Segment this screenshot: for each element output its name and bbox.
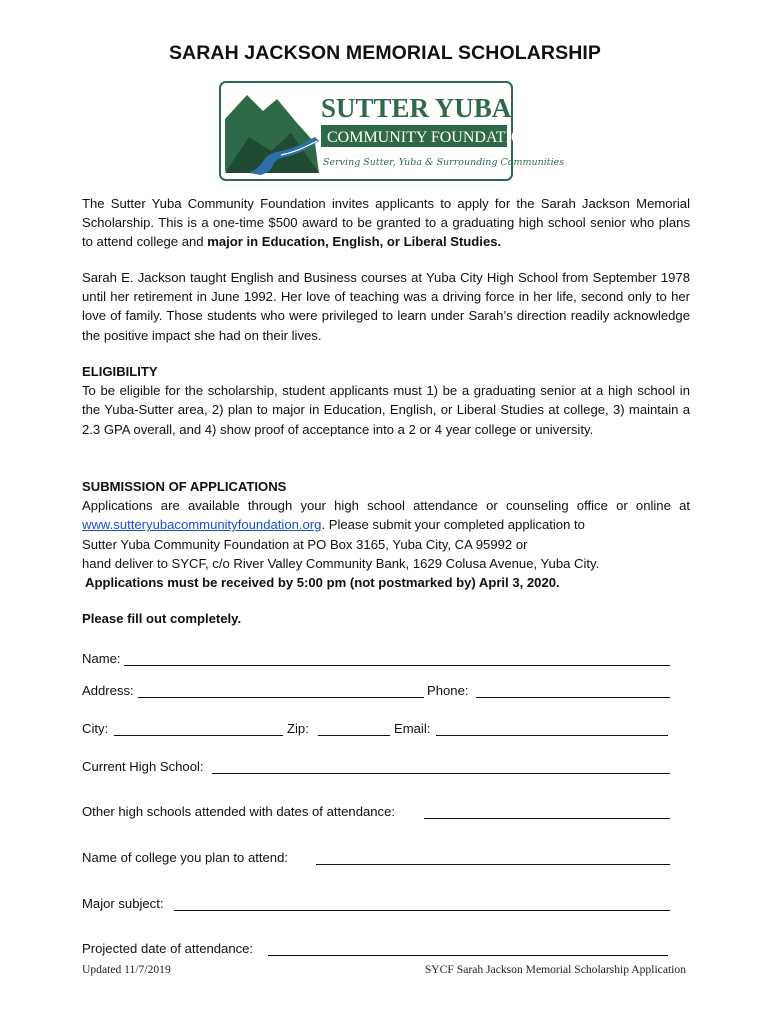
foundation-website-link[interactable]: www.sutteryubacommunityfoundation.org — [82, 517, 322, 533]
other-schools-field[interactable] — [424, 804, 670, 819]
footer-document-name: SYCF Sarah Jackson Memorial Scholarship Application — [424, 963, 686, 976]
college-row — [82, 850, 672, 870]
bio-paragraph: Sarah E. Jackson taught English and Business courses at Yuba City High School from September 1978 until her retirement in June 1992. Her love of teaching was a driving force in her life, second only to her love of family. Those students who were privileged to learn under Sarah’s direction readily acknowledge the positive impact she had on their lives. — [82, 270, 690, 343]
name-field[interactable] — [124, 651, 670, 666]
city-label: City: — [82, 721, 109, 736]
address-field[interactable] — [138, 683, 424, 698]
other-schools-label: Other high schools attended with dates of attendance: — [82, 804, 396, 819]
high-school-label: Current High School: — [82, 759, 204, 774]
submission-section — [82, 477, 690, 592]
zip-label: Zip: — [287, 721, 309, 736]
submission-text-2: . Please submit your completed application to — [321, 517, 585, 533]
email-label: Email: — [394, 721, 431, 736]
logo-tagline: Serving Sutter, Yuba & Surrounding Communities — [323, 157, 565, 168]
major-row — [82, 896, 672, 916]
instruction-text: Please fill out completely. — [82, 611, 242, 626]
mailing-address: Sutter Yuba Community Foundation at PO Box 3165, Yuba City, CA 95992 or — [82, 536, 528, 552]
foundation-logo — [219, 81, 565, 181]
delivery-address: hand deliver to SYCF, c/o River Valley Community Bank, 1629 Colusa Avenue, Yuba City. — [82, 555, 600, 571]
name-row — [82, 651, 672, 671]
eligibility-text: To be eligible for the scholarship, student applicants must 1) be a graduating senior at a high school in the Yuba-Sutter area, 2) plan to major in Education, English, or Liberal Studies at college, 3) maintain a 2.3 GPA overall, and 4) show proof of acceptance into a 2 or 4 year college or university. — [82, 383, 690, 437]
email-field[interactable] — [436, 721, 668, 736]
page-title: SARAH JACKSON MEMORIAL SCHOLARSHIP — [168, 42, 602, 64]
intro-bold-text: major in Education, English, or Liberal Studies. — [207, 234, 502, 250]
submission-text: Applications are available through your high school attendance or counseling office or online at — [82, 498, 690, 514]
deadline-text: Applications must be received by 5:00 pm (not postmarked by) April 3, 2020. — [85, 575, 560, 591]
city-row — [82, 721, 672, 741]
logo-line1: SUTTER YUBA — [321, 93, 512, 123]
attendance-date-field[interactable] — [268, 941, 668, 956]
major-label: Major subject: — [82, 896, 164, 911]
zip-field[interactable] — [318, 721, 390, 736]
eligibility-section — [82, 362, 690, 439]
phone-field[interactable] — [476, 683, 670, 698]
footer-updated-date: Updated 11/7/2019 — [82, 963, 171, 976]
other-schools-row — [82, 804, 672, 824]
major-field[interactable] — [174, 896, 670, 911]
phone-label: Phone: — [427, 683, 469, 698]
college-field[interactable] — [316, 850, 670, 865]
submission-heading: SUBMISSION OF APPLICATIONS — [82, 479, 287, 494]
eligibility-heading: ELIGIBILITY — [82, 364, 158, 379]
address-label: Address: — [82, 683, 134, 698]
city-field[interactable] — [114, 721, 283, 736]
high-school-row — [82, 759, 672, 779]
intro-paragraph — [82, 194, 690, 252]
college-label: Name of college you plan to attend: — [82, 850, 288, 865]
attendance-date-label: Projected date of attendance: — [82, 941, 254, 956]
intro-text: The Sutter Yuba Community Foundation invites applicants to apply for the Sarah Jackson Memorial Scholarship. This is a one-time $500 award to be granted to a graduating high school senior who plans to attend college and — [82, 196, 690, 250]
name-label: Name: — [82, 651, 121, 666]
logo-line2: COMMUNITY FOUNDATION — [327, 129, 534, 146]
high-school-field[interactable] — [212, 759, 670, 774]
attendance-date-row — [82, 941, 672, 961]
address-row — [82, 683, 672, 703]
